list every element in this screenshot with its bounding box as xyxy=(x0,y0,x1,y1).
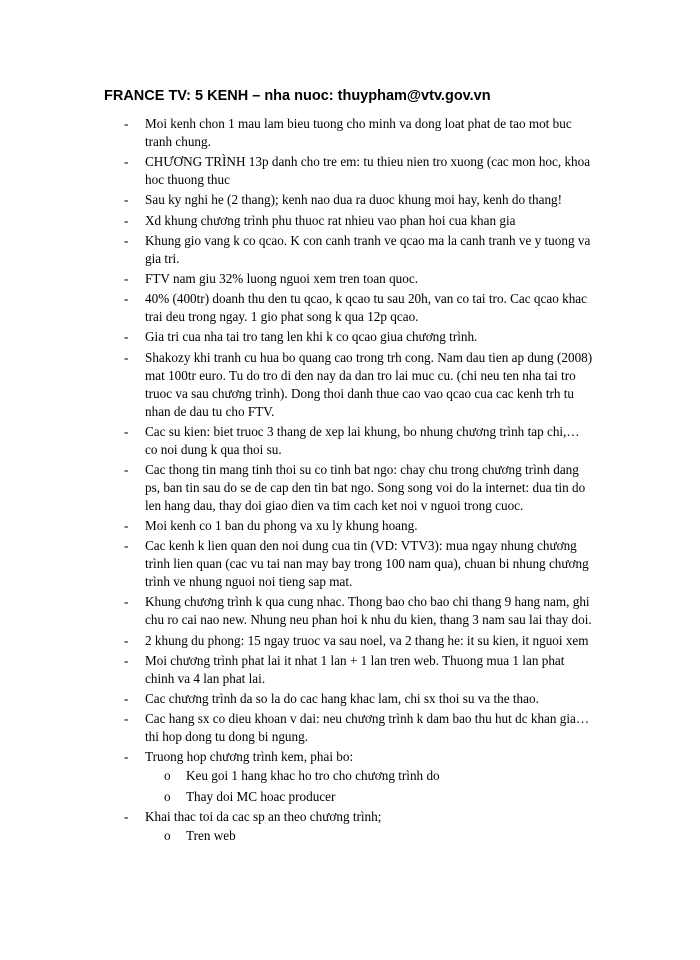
document-title: FRANCE TV: 5 KENH – nha nuoc: thuypham@vtv.gov.vn xyxy=(104,88,491,104)
list-item xyxy=(0,232,593,268)
dash-bullet: - xyxy=(124,652,129,668)
dash-bullet: - xyxy=(124,461,129,477)
sub-list xyxy=(145,827,593,845)
list-item xyxy=(0,690,593,708)
list-item-text: Gia tri cua nha tai tro tang len khi k co qcao giua chương trình. xyxy=(145,329,478,345)
list-item xyxy=(0,517,593,535)
list-item-text: 40% (400tr) doanh thu den tu qcao, k qcao tu sau 20h, van co tai tro. Cac qcao khac trai deu trong ngay. 1 gio phat song k qua 12p qcao. xyxy=(145,291,588,325)
list-item xyxy=(0,652,593,688)
list-item xyxy=(0,593,593,629)
list-item xyxy=(0,270,593,288)
list-item-text: Khung chương trình k qua cung nhac. Thong bao cho bao chi thang 9 hang nam, ghi chu ro cai nao new. Nhung neu phan hoi k nhu du kien, thang 3 nam sau lai thay doi. xyxy=(145,594,592,628)
list-item-text: Sau ky nghi he (2 thang); kenh nao dua ra duoc khung moi hay, kenh do thang! xyxy=(145,192,563,208)
list-item-text: 2 khung du phong: 15 ngay truoc va sau noel, va 2 thang he: it su kien, it nguoi xem xyxy=(145,632,589,648)
dash-bullet: - xyxy=(124,518,129,534)
notes-list xyxy=(0,115,700,847)
list-item xyxy=(0,537,593,591)
circle-bullet: o xyxy=(164,827,171,843)
list-item-text: Moi kenh co 1 ban du phong va xu ly khung hoang. xyxy=(145,518,418,534)
list-item-text: Cac kenh k lien quan den noi dung cua tin (VD: VTV3): mua ngay nhung chương trình lien quan (cac vu tai nan may bay trong 100 nam qua), chuan bi nhung chương trình ve nhung nguoi noi tieng sap mat. xyxy=(145,538,589,590)
sub-list xyxy=(145,767,593,805)
circle-bullet: o xyxy=(164,768,171,784)
list-item xyxy=(0,461,593,515)
dash-bullet: - xyxy=(124,270,129,286)
list-item-text: Moi chương trình phat lai it nhat 1 lan + 1 lan tren web. Thuong mua 1 lan phat chinh va 4 lan phat lai. xyxy=(145,652,565,686)
sub-list-item xyxy=(145,827,593,845)
list-item xyxy=(0,349,593,421)
sub-list-item xyxy=(145,767,593,785)
sub-list-item-text: Tren web xyxy=(186,827,236,843)
sub-list-item-text: Thay doi MC hoac producer xyxy=(186,788,336,804)
dash-bullet: - xyxy=(124,749,129,765)
dash-bullet: - xyxy=(124,711,129,727)
list-item-text: Cac hang sx co dieu khoan v dai: neu chương trình k dam bao thu hut dc khan gia… thi hop dong tu dong bi ngung. xyxy=(145,711,590,745)
dash-bullet: - xyxy=(124,538,129,554)
dash-bullet: - xyxy=(124,232,129,248)
list-item xyxy=(0,710,593,746)
dash-bullet: - xyxy=(124,192,129,208)
list-item xyxy=(0,153,593,189)
list-item xyxy=(0,115,593,151)
dash-bullet: - xyxy=(124,154,129,170)
sub-list-item-text: Keu goi 1 hang khac ho tro cho chương trình do xyxy=(186,768,440,784)
dash-bullet: - xyxy=(124,691,129,706)
sub-list-item xyxy=(145,788,593,806)
circle-bullet: o xyxy=(164,788,171,804)
list-item-text: CHƯƠNG TRÌNH 13p danh cho tre em: tu thieu nien tro xuong (cac mon hoc, khoa hoc thuong thuc xyxy=(145,154,591,188)
list-item-text: FTV nam giu 32% luong nguoi xem tren toan quoc. xyxy=(145,270,418,286)
list-item xyxy=(0,328,593,346)
list-item-text: Shakozy khi tranh cu hua bo quang cao trong trh cong. Nam dau tien ap dung (2008) mat 100tr euro. Tu do tro di den nay da dan tro lai muc cu. (chi neu ten nha tai tro truoc va sau chương trình). Dong thoi danh thue cao vao qcao cua cac kenh trh tu nhan de dau tu cho FTV. xyxy=(145,349,593,419)
list-item xyxy=(0,191,593,209)
dash-bullet: - xyxy=(124,116,129,131)
list-item xyxy=(0,423,593,459)
dash-bullet: - xyxy=(124,329,129,345)
list-item-text: Cac thong tin mang tinh thoi su co tinh bat ngo: chay chu trong chương trình dang ps, ban tin sau do se de cap den tin bat ngo. Song song voi do la internet: dua tin do len hang dau, thay doi giao dien va tim cach ket noi v nguoi trong cuoc. xyxy=(145,461,586,513)
list-item xyxy=(0,290,593,326)
dash-bullet: - xyxy=(124,291,129,307)
list-item-text: Moi kenh chon 1 mau lam bieu tuong cho minh va dong loat phat de tao mot buc tranh chung. xyxy=(145,116,572,149)
list-item-text: Khai thac toi da cac sp an theo chương trình; xyxy=(145,808,382,824)
dash-bullet: - xyxy=(124,212,129,228)
list-item-text: Xd khung chương trình phu thuoc rat nhieu vao phan hoi cua khan gia xyxy=(145,212,516,228)
list-item xyxy=(0,808,593,845)
dash-bullet: - xyxy=(124,632,129,648)
list-item-text: Truong hop chương trình kem, phai bo: xyxy=(145,749,354,765)
list-item-text: Cac su kien: biet truoc 3 thang de xep lai khung, bo nhung chương trình tap chi,… co noi dung k qua thoi su. xyxy=(145,423,580,457)
dash-bullet: - xyxy=(124,594,129,610)
dash-bullet: - xyxy=(124,808,129,824)
list-item xyxy=(0,748,593,805)
dash-bullet: - xyxy=(124,423,129,439)
list-item xyxy=(0,632,593,650)
list-item xyxy=(0,212,593,230)
dash-bullet: - xyxy=(124,349,129,365)
list-item-text: Khung gio vang k co qcao. K con canh tranh ve qcao ma la canh tranh ve y tuong va gia tri. xyxy=(145,232,591,266)
list-item-text: Cac chương trình da so la do cac hang khac lam, chi sx thoi su va the thao. xyxy=(145,691,539,706)
